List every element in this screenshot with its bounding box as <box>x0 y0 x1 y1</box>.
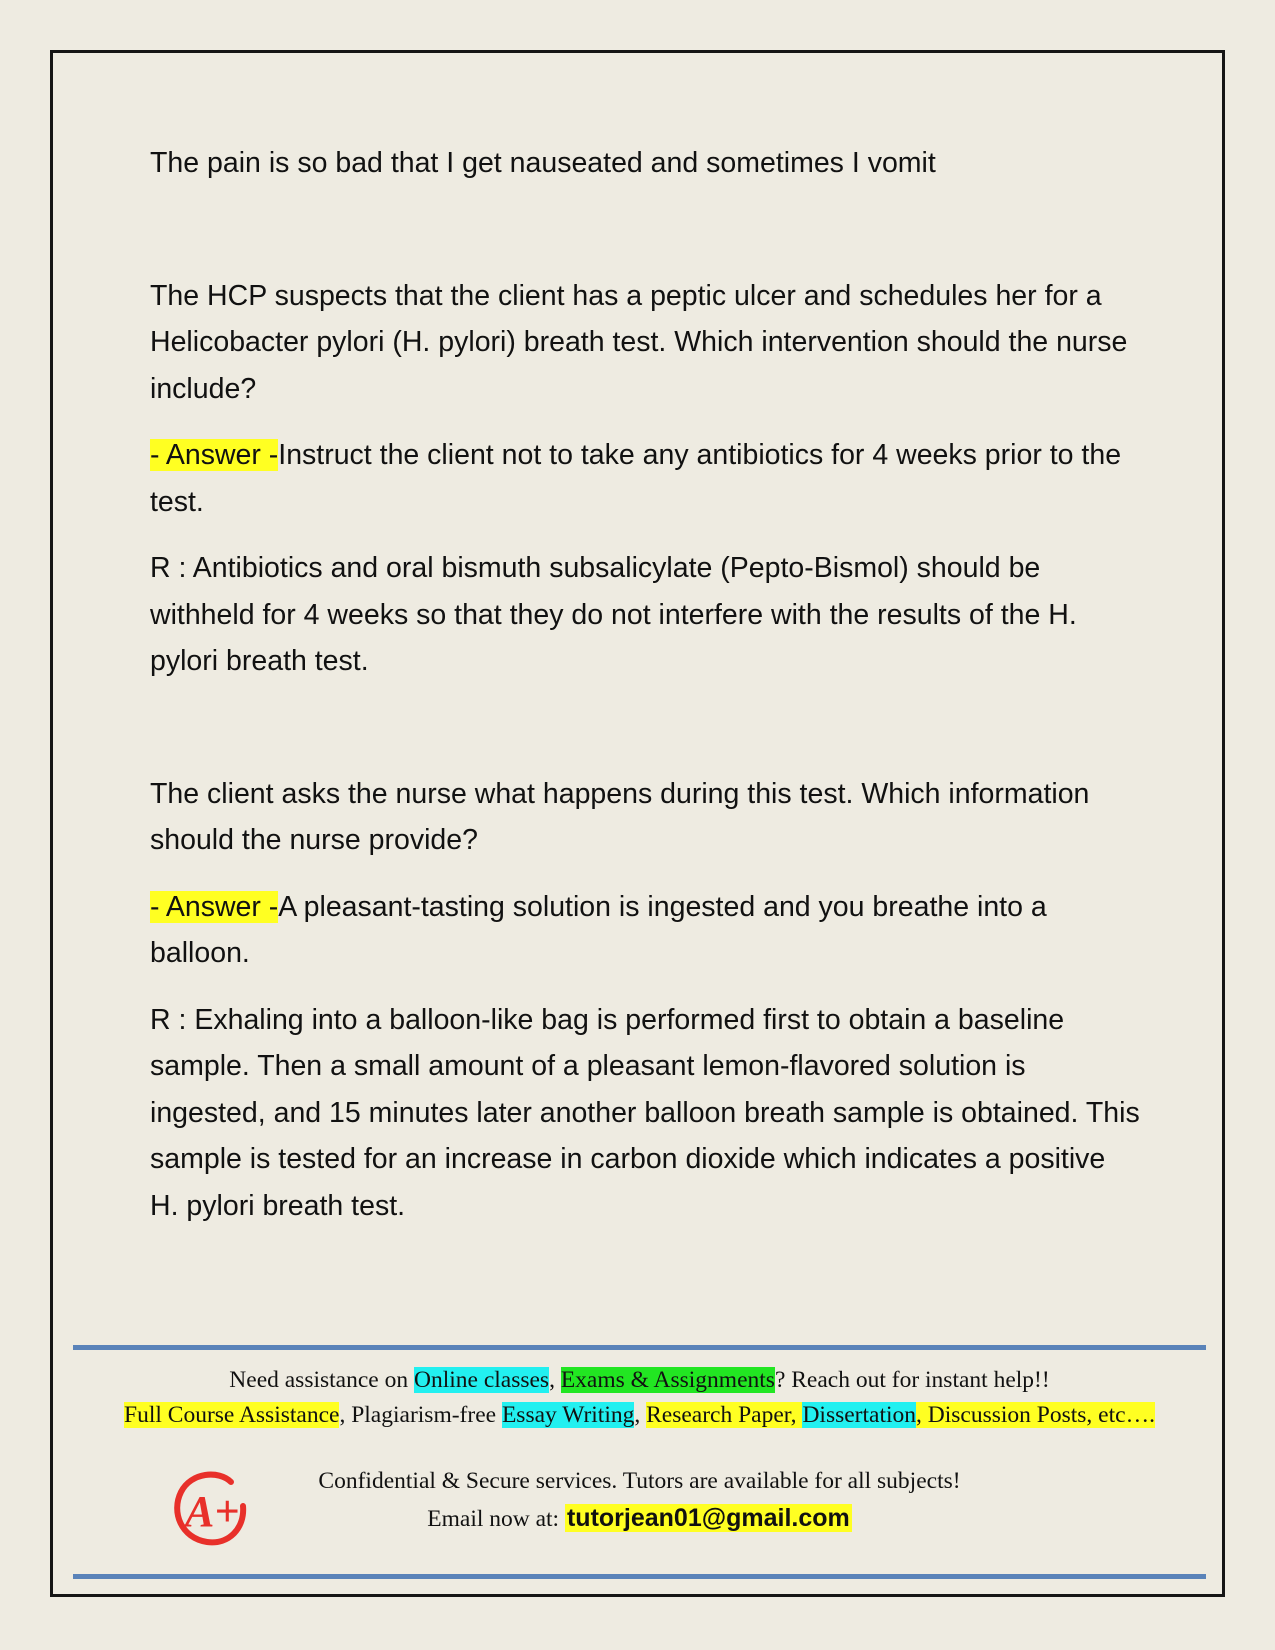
dissertation-highlight: Dissertation <box>802 1402 917 1428</box>
answer-paragraph <box>150 432 1140 525</box>
footer-text: , Plagiarism-free <box>339 1402 502 1428</box>
answer-label: - Answer - <box>150 890 279 923</box>
footer-email-line <box>73 1504 1206 1533</box>
full-course-highlight: Full Course Assistance <box>124 1402 340 1428</box>
question-text: The HCP suspects that the client has a peptic ulcer and schedules her for a Helicobacter pylori (H. pylori) breath test. Which intervention should the nurse include? <box>150 279 1128 405</box>
footer-confidential <box>73 1468 1206 1495</box>
rationale-text: R : Antibiotics and oral bismuth subsalicylate (Pepto-Bismol) should be withheld for 4 weeks so that they do not interfere with the results of the H. pylori breath test. <box>150 552 1077 677</box>
email-label: Email now at: <box>427 1506 565 1532</box>
footer-line-1 <box>73 1367 1206 1394</box>
answer-text: A pleasant-tasting solution is ingested and you breathe into a balloon. <box>150 890 1047 969</box>
footer-text: Need assistance on <box>229 1367 414 1393</box>
exams-highlight: Exams & Assignments <box>560 1367 775 1393</box>
footer-text: , <box>549 1367 561 1393</box>
question-text: The client asks the nurse what happens during this test. Which information should the nurse provide? <box>150 777 1090 856</box>
logo-text: A+ <box>185 1487 240 1536</box>
rationale-text: R : Exhaling into a balloon-like bag is performed first to obtain a baseline sample. Then a small amount of a pleasant lemon-flavored solution is ingested, and 15 minutes later another balloon breath sample is obtained. This sample is tested for an increase in carbon dioxide which indicates a positive H. pylori breath test. <box>150 1003 1140 1222</box>
document-body <box>150 140 1140 1229</box>
answer-paragraph <box>150 884 1140 977</box>
email-link[interactable]: tutorjean01@gmail.com <box>566 1504 850 1532</box>
footer-top-rule <box>73 1345 1206 1350</box>
essay-writing-highlight: Essay Writing <box>501 1402 635 1428</box>
discussion-posts-highlight: , Discussion Posts, etc…. <box>916 1402 1155 1428</box>
confidential-text: Confidential & Secure services. Tutors are available for all subjects! <box>318 1468 961 1494</box>
footer-line-2 <box>73 1402 1206 1429</box>
research-paper-highlight: Research Paper, <box>646 1402 803 1428</box>
footer-text: ? Reach out for instant help!! <box>774 1367 1050 1393</box>
question-text: The pain is so bad that I get nauseated and sometimes I vomit <box>150 147 936 179</box>
answer-label: - Answer - <box>150 439 279 471</box>
footer-text: , <box>634 1402 647 1428</box>
online-classes-highlight: Online classes <box>413 1367 550 1393</box>
footer-bottom-rule <box>73 1574 1206 1579</box>
answer-text: Instruct the client not to take any antibiotics for 4 weeks prior to the test. <box>150 439 1122 518</box>
